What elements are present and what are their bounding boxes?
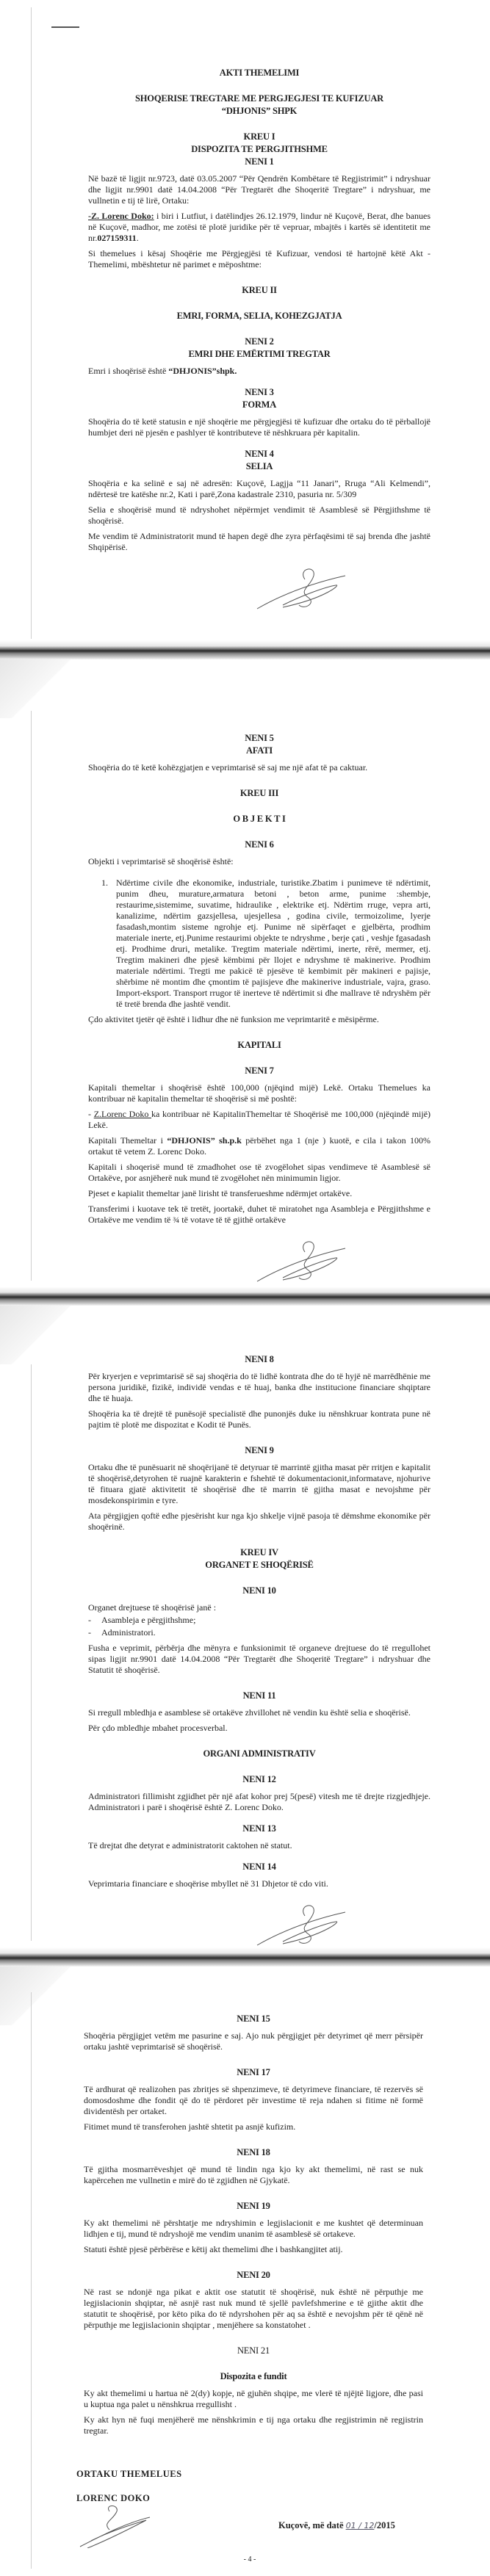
text-run: Ky akt themelimi në përshtatje me ndryshimin e legjislacionit e me kushtet që determinuan lidhjen e tij, mund të ndryshojë me vendim unanim të asamblesë së ortakeve. — [84, 2218, 423, 2239]
signing-date — [278, 2520, 395, 2531]
signature-block — [76, 2469, 423, 2564]
section-heading: NENI 4 — [245, 449, 274, 459]
text-run: Objekti i veprimtarisë së shoqërisë është: — [88, 856, 234, 866]
section-heading: AKTI THEMELIMI — [219, 68, 300, 78]
handwritten-date: 01 / 12 — [345, 2521, 375, 2530]
section-heading: NENI 9 — [245, 1445, 274, 1455]
section-heading: KREU III — [239, 788, 279, 798]
section-heading: KAPITALI — [237, 1040, 281, 1050]
emphasized-text: “DHJONIS”shpk. — [168, 366, 237, 376]
emphasized-text: Z.Lorenc Doko — [93, 1109, 152, 1119]
paragraph — [88, 856, 430, 867]
section-heading: NENI 20 — [237, 2270, 270, 2280]
paragraph — [84, 2414, 423, 2436]
handwritten-signature — [88, 1237, 430, 1289]
section-heading: ORGANI ADMINISTRATIV — [203, 1748, 316, 1759]
paragraph — [84, 2121, 423, 2132]
text-run: Të drejtat dhe detyrat e administratorit caktohen në statut. — [88, 1840, 292, 1850]
text-run: Në bazë të ligjit nr.9723, datë 03.05.2007 “Për Qendrën Kombëtare të Regjistrimit” i ndryshuar dhe ligjit nr.9901 datë 14.04.2008 “Për Tregtarët dhe Shoqeritë Tregtare” i ndryshuar, me vullnetin e tij të lirë, Ortaku: — [88, 173, 430, 206]
text-run: Emri i shoqërisë është — [88, 366, 169, 376]
text-run: Shoqëria do të ketë statusin e një shoqërie me përgjegjësi të kufizuar dhe ortaku do të përballojë humbjet deri në pjesën e pashlyer të kontributeve të nëshkruara për kapitalin. — [88, 416, 430, 438]
section-heading: NENI 2 — [245, 336, 274, 347]
text-run: Shoqëria e ka selinë e saj në adresën: Kuçovë, Lagjja “11 Janari”, Rruga “Ali Kelmendi”, ndërtesë tre katëshe nr.2, Kati i parë,Zona kadastrale 2310, pasuria nr. 5/309 — [88, 478, 430, 499]
paragraph — [84, 2030, 423, 2052]
item-text: Ndërtime civile dhe ekonomike, industriale, turistike.Zbatim i punimeve të ndërtimit, punim dheu, murature,armatura betoni , beton arme, punime :shembje, restaurime,sistemime, suvatime, hidraulike , elektrike etj. Ndërtim rruge, vepra arti, kanalizime, ndërtim gazsjellesa, ujesjellesa , godina civile, termoizolime, lyerje fasadash,montim sisteme ngrohje etj. Punime në sipërfaqet e gjelbërta, prodhim materiale inerte, etj.Punime restaurimi objekte te ndryshme , berje çati , veshje fgasadash etj. Prodhime druri, metalike. Tregtim materiale ndërtimi, inerte, rërë, mermer, etj. Tregtim makineri dhe pjesë këmbimi për llojet e ndryshme të makinerive. Prodhim materiale ndërtimi. Tregti me pakicë të pjesëve të kembimit për makineri e pajisje, shërbime në montim dhe çmontim të pajisjeve dhe makinerive industriale, vajra, graso. Import-eksport. Transport rrugor të inerteve të ndërtimit si dhe mallrave të ndryshëm për të tretë brenda dhe jashtë vendit. — [116, 878, 430, 1009]
item-text: Asambleja e përgjithshme; — [101, 1615, 196, 1625]
text-run: Statuti është pjesë përbërëse e këtij akt themelimi dhe i bashkangjitet atij. — [84, 2244, 343, 2254]
page-3 — [0, 1306, 490, 1948]
section-heading: SELIA — [245, 461, 273, 471]
text-run: Të ardhurat që realizohen pas zbritjes së shpenzimeve, të detyrimeve financiare, të rezervës së domosdoshme dhe fondit që do të përdoret për investime të reja ndahen si fitime në formë dividentësh per ortaket. — [84, 2084, 423, 2116]
section-heading: EMRI DHE EMËRTIMI TREGTAR — [188, 349, 331, 359]
text-run: - — [88, 1109, 94, 1119]
page-separator — [0, 1287, 490, 1306]
section-heading: NENI 19 — [237, 2201, 270, 2211]
page-number: - 4 - — [243, 2555, 256, 2564]
item-number: 1. — [101, 878, 108, 888]
text-run: Çdo aktivitet tjetër që është i lidhur dhe në funksion me veprimtaritë e mësipërme. — [88, 1014, 379, 1024]
paragraph — [84, 2218, 423, 2240]
paragraph — [88, 531, 430, 553]
page-1 — [0, 0, 490, 646]
text-run: Shoqëria do të ketë kohëzgjatjen e veprimtarisë së saj me një afat të pa caktuar. — [88, 762, 368, 773]
text-run: Shoqëria ka të drejtë të punësojë specialistë dhe punonjës duke iu nënshkruar kontrata pune në pajtim të plotë me dispozitat e Kodit të Punës. — [88, 1408, 430, 1430]
paragraph — [88, 1188, 430, 1199]
paragraph — [88, 1371, 430, 1404]
page-4 — [0, 1967, 490, 2576]
section-heading: NENI 7 — [245, 1066, 274, 1076]
text-run: Organet drejtuese të shoqërisë janë : — [88, 1602, 217, 1613]
paragraph — [88, 1707, 430, 1718]
paragraph — [88, 1840, 430, 1851]
paragraph — [88, 1791, 430, 1813]
section-heading: NENI 5 — [245, 733, 274, 743]
section-heading: NENI 8 — [245, 1354, 274, 1364]
dash-list-item — [88, 1627, 430, 1638]
section-heading: NENI 1 — [245, 156, 274, 167]
dash-bullet: - — [88, 1627, 91, 1638]
section-heading: NENI 12 — [242, 1774, 276, 1784]
paragraph — [88, 1082, 430, 1104]
section-heading: ORGANET E SHOQËRISË — [205, 1560, 314, 1570]
section-heading: KREU II — [242, 285, 277, 295]
text-run: ka kontribuar në KapitalinThemeltar të Shoqërisë me 100,000 (njëqindë mijë) Lekë. — [88, 1109, 431, 1130]
paragraph — [88, 1109, 430, 1131]
text-run: Fusha e veprimit, përbërja dhe mënyra e funksionimit të organeve drejtuese do të rregullohet sipas ligjit nr.9901 datë 14.04.2008 “Për Tregtarët dhe Shoqeritë Tregtare” i ndryshuar dhe Statutit të shoqërisë. — [88, 1643, 430, 1675]
founder-name: LORENC DOKO — [76, 2493, 151, 2503]
section-heading: FORMA — [242, 399, 277, 410]
text-run: Si themelues i kësaj Shoqërie me Përgjegjësi të Kufizuar, vendosi të hartojnë këtë Akt - Themelimi, mbështetur në parimet e mëposhtme: — [88, 248, 430, 269]
section-heading: O B J E K T I — [233, 814, 286, 824]
text-run: përbëhet nga 1 (nje ) kuotë, e cila i takon 100% ortakut të vetem Z. Lorenc Doko. — [88, 1135, 431, 1157]
emphasized-text: -Z. Lorenc Doko: — [88, 211, 154, 221]
section-heading: NENI 18 — [237, 2147, 270, 2157]
paragraph — [88, 248, 430, 270]
section-heading: NENI 3 — [245, 387, 274, 397]
page-separator — [0, 1947, 490, 1967]
text-run: Për kryerjen e veprimtarisë së saj shoqëria do të lidhë kontrata dhe do të hyjë në marrëdhënie me persona juridikë, fizikë, individë vendas e të huaj, banka dhe institucione financiare shqiptare dhe të huaja. — [88, 1371, 430, 1403]
text-run: Për çdo mbledhje mbahet procesverbal. — [88, 1723, 228, 1733]
text-run: Me vendim të Administratorit mund të hapen degë dhe zyra përfaqësimi të saj brenda dhe jashtë Shqipërisë. — [88, 531, 430, 552]
text-run: Ata përgjigjen qoftë edhe pjesërisht kur nga kjo shkelje vijnë pasoja të dëmshme ekonomike për shoqërinë. — [88, 1510, 430, 1532]
page-2 — [0, 659, 490, 1288]
dash-list-item — [88, 1615, 430, 1626]
paragraph — [88, 1878, 430, 1889]
text-run: Kapitali i shoqerisë mund të zmadhohet ose të zvogëlohet sipas vendimeve të Asamblesë së Ortakëve, por asnjëherë nuk mund të zvogëlohet nën minimumin ligjor. — [88, 1162, 430, 1183]
section-heading: “DHJONIS” SHPK — [221, 106, 298, 116]
text-run: Si rregull mbledhja e asamblese së ortakëve zhvillohet në vendin ku është selia e shoqërisë. — [88, 1707, 411, 1718]
text-run: Kapitali themeltar i shoqërisë është 100,000 (njëqind mijë) Lekë. Ortaku Themelues ka kontribuar në kapitalin themeltar të shoqërisë si më poshtë: — [88, 1082, 430, 1104]
section-heading: EMRI, FORMA, SELIA, KOHEZGJATJA — [176, 311, 342, 321]
text-run: Shoqëria përgjigjet vetëm me pasurine e saj. Ajo nuk përgjigjet për detyrimet që merr përsipër ortaku jashtë veprimtarisë së shoqërisë. — [84, 2030, 423, 2052]
text-run: Kapitali Themeltar i — [88, 1135, 167, 1146]
text-run: Të gjitha mosmarrëveshjet që mund të lindin nga kjo ky akt themelimi, në rast se nuk kapërcehen me vullnetin e mirë do të zgjidhen në Gjykatë. — [84, 2164, 423, 2185]
paragraph — [88, 1510, 430, 1533]
paragraph — [88, 1014, 430, 1025]
text-run: Ky akt hyn në fuqi menjëherë me nënshkrimin e tij nga ortaku dhe regjistrimin në regjistrin tregtar. — [84, 2414, 423, 2436]
paragraph — [88, 1204, 430, 1226]
emphasized-text: 027159311 — [97, 233, 137, 243]
paragraph — [88, 504, 430, 527]
text-run: Transferimi i kuotave tek të tretët, joortakë, duhet të miratohet nga Asambleja e Përgjithshme e Ortakëve me vendim të ¾ të votave të të gjithë ortakëve — [88, 1204, 430, 1225]
date-place: Kuçovë, më datë — [278, 2520, 346, 2530]
section-heading: NENI 14 — [242, 1862, 276, 1872]
paragraph — [88, 1135, 430, 1157]
handwritten-signature — [88, 565, 430, 616]
section-heading: KREU IV — [240, 1547, 278, 1557]
founder-label: ORTAKU THEMELUES — [76, 2469, 182, 2479]
text-run: Ortaku dhe të punësuarit në shoqërijanë të detyruar të marrintë gjitha masat për rritjen e kapitalit të shoqërisë,detyrohen të ruajnë karakterin e fshehtë të dokumentacionit,informatave, njohurive të fituara gjatë aktivitetit të shoqërisë dhe të marrin të gjitha masat e nevojshme për mosdekonspirimin e tyre. — [88, 1462, 430, 1505]
paragraph — [84, 2084, 423, 2117]
page-separator — [0, 640, 490, 659]
scan-mark — [51, 26, 79, 28]
text-run: Veprimtaria financiare e shoqërise mbyllet në 31 Dhjetor të cdo viti. — [88, 1878, 328, 1889]
section-heading: DISPOZITA TE PERGJITHSHME — [191, 144, 328, 154]
numbered-item — [101, 878, 430, 1010]
section-heading: AFATI — [245, 745, 273, 756]
text-run: Selia e shoqërisë mund të ndryshohet nëpërmjet vendimit të Asamblesë së Përgjithshme të shoqërisë. — [88, 504, 430, 526]
text-run: . — [136, 233, 139, 243]
section-heading: NENI 10 — [242, 1585, 276, 1596]
dash-bullet: - — [88, 1615, 91, 1625]
section-heading: KREU I — [243, 131, 275, 142]
section-heading: NENI 11 — [242, 1690, 276, 1701]
paragraph — [88, 366, 430, 377]
paragraph — [84, 2164, 423, 2186]
paragraph — [88, 1602, 430, 1613]
handwritten-signature — [88, 1901, 430, 1953]
paragraph — [84, 2244, 423, 2255]
date-year: /2015 — [374, 2520, 395, 2530]
paragraph — [84, 2287, 423, 2331]
paragraph — [88, 1408, 430, 1430]
paragraph — [88, 1723, 430, 1734]
paragraph — [88, 762, 430, 773]
paragraph — [88, 1643, 430, 1676]
text-run: Në rast se ndonjë nga pikat e aktit ose statutit të shoqërisë, nuk është në përputhje me legjislacionin shqiptar, në asnjë rast nuk mund të sjellë pavlefshmerine e të gjithe aktit dhe statutit te shoqërisë, por këto pika do të ndyrshohen për aq sa është e nevojshm për të qënë në përputhje me legjislacionin shqiptar , menjëhere sa konstatohet . — [84, 2287, 423, 2330]
section-heading: NENI 17 — [237, 2067, 270, 2077]
text-run: Administratori fillimisht zgjidhet për një afat kohor prej 5(pesë) vitesh me të drejte rizgjedhjeje. Administratori i parë i shoqërisë është Z. Lorenc Doko. — [88, 1791, 430, 1812]
section-heading: NENI 21 — [237, 2345, 270, 2356]
paragraph — [88, 416, 430, 438]
paragraph — [88, 173, 430, 206]
paragraph — [88, 1162, 430, 1184]
emphasized-text: “DHJONIS” sh.p.k — [167, 1135, 242, 1146]
section-heading: NENI 13 — [242, 1823, 276, 1834]
section-heading: NENI 15 — [237, 2014, 270, 2024]
text-run: Fitimet mund të transferohen jashtë shtetit pa asnjë kufizim. — [84, 2121, 296, 2132]
text-run: Pjeset e kapialit themeltar janë lirisht të transferueshme ndërmjet ortakëve. — [88, 1188, 353, 1198]
text-run: Ky akt themelimi u hartua në 2(dy) kopje, në gjuhën shqipe, me vlerë të njëjtë ligjore, dhe pasi u kuptua nga palet u nënshkrua rregullisht . — [84, 2388, 423, 2409]
section-heading: NENI 6 — [245, 839, 274, 850]
paragraph — [84, 2388, 423, 2410]
item-text: Administratori. — [101, 1627, 156, 1638]
section-heading: SHOQERISE TREGTARE ME PERGJEGJESI TE KUFIZUAR — [135, 93, 383, 104]
paragraph — [88, 211, 430, 244]
section-heading: Dispozita e fundit — [220, 2371, 287, 2381]
paragraph — [88, 1462, 430, 1506]
paragraph — [88, 478, 430, 500]
text-run: i biri i Lutfiut, i datëlindjes 26.12.1979, lindur në Kuçovë, Berat, dhe banues në Kuçovë, madhor, me zotësi të plotë juridike për të vepruar, mbajtës i kartës së identitetit me nr. — [88, 211, 431, 243]
